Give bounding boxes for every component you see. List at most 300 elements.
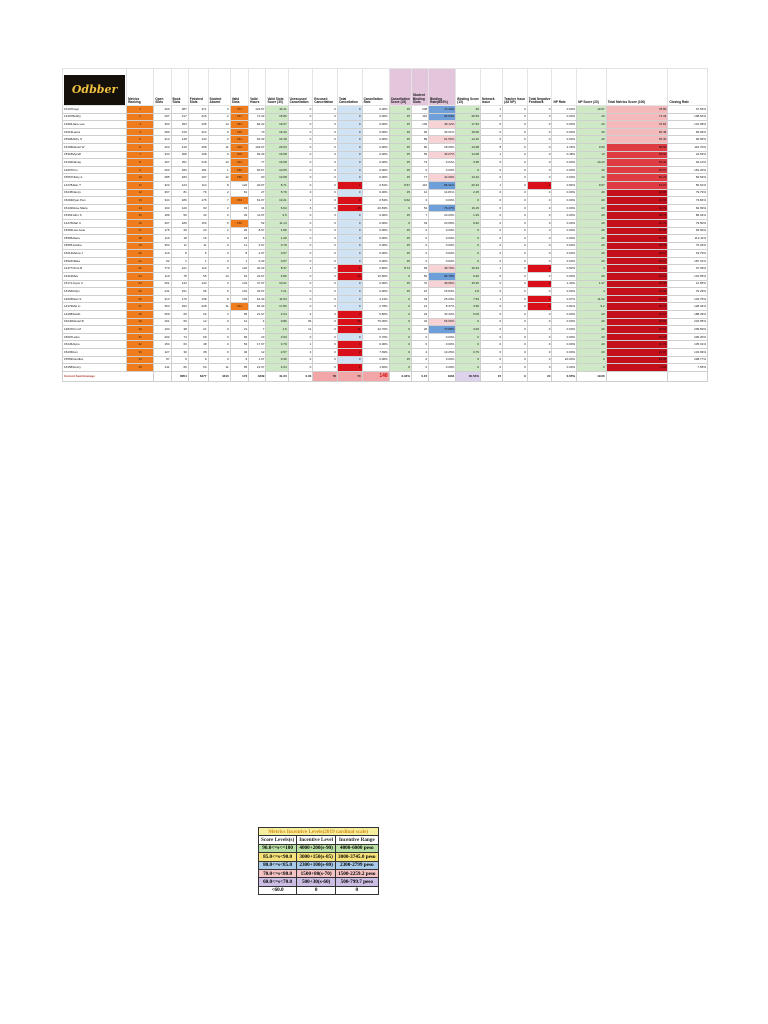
table-cell: 11.14: [266, 219, 288, 227]
table-cell: 0: [313, 113, 338, 121]
table-cell: 167: [188, 174, 208, 182]
table-cell: 21.67: [249, 364, 266, 372]
table-cell: 0.00%: [552, 318, 577, 326]
table-cell: 0: [313, 106, 338, 114]
table-cell: 6.76%: [362, 333, 389, 341]
table-cell: 76.47%: [429, 204, 456, 212]
table-cell: 1: [480, 151, 502, 159]
table-cell: 0: [527, 151, 552, 159]
table-cell: 0.00%: [362, 219, 389, 227]
table-cell: 50.57: [606, 166, 668, 174]
table-cell: 86.31%: [429, 181, 456, 189]
table-cell: 120: [171, 204, 188, 212]
table-cell: 34: [411, 318, 428, 326]
table-cell: 6.03: [456, 311, 481, 319]
table-cell: 0: [480, 212, 502, 220]
table-cell: 2: [208, 189, 230, 197]
table-row: [63, 318, 708, 326]
table-cell: 36.61%: [429, 128, 456, 136]
table-cell: 76.29%: [668, 288, 708, 296]
table-cell: 0.00%: [362, 356, 389, 364]
table-cell: 6.62: [456, 219, 481, 227]
table-cell: 0: [337, 151, 362, 159]
summary-row: [63, 371, 708, 381]
table-cell: 0: [480, 159, 502, 167]
table-cell: 66.66%: [429, 318, 456, 326]
table-cell: 0.54%: [362, 197, 389, 205]
table-cell: 69: [230, 333, 248, 341]
table-cell: 0.00%: [552, 128, 577, 136]
table-cell: 3.66: [456, 303, 481, 311]
table-cell: 0.00%: [429, 364, 456, 372]
table-cell: 0: [337, 143, 362, 151]
table-cell: 18.09%: [429, 143, 456, 151]
teacher-name: 15393Lisa Jane: [63, 227, 127, 235]
table-cell: 32: [127, 341, 154, 349]
table-cell: 0: [313, 219, 338, 227]
table-cell: 121: [171, 265, 188, 273]
table-cell: 15: [389, 113, 411, 121]
table-cell: 93.60%: [668, 227, 708, 235]
teacher-name: 15419Max: [63, 273, 127, 281]
table-cell: 0: [389, 219, 411, 227]
summary-cell: 19.60: [577, 371, 607, 381]
table-cell: 79.50%: [668, 219, 708, 227]
table-cell: 0.82%: [552, 265, 577, 273]
table-cell: 208: [171, 151, 188, 159]
table-cell: 1: [288, 197, 313, 205]
table-cell: 423: [154, 143, 171, 151]
table-cell: 0.57: [266, 250, 288, 258]
table-cell: 1: [527, 181, 552, 189]
column-header: Binding Score (15): [456, 69, 481, 106]
table-cell: 2.5: [266, 212, 288, 220]
table-cell: 61.56%: [429, 136, 456, 144]
table-cell: 20: [577, 113, 607, 121]
table-cell: 3: [127, 121, 154, 129]
table-cell: 0.00%: [362, 151, 389, 159]
table-cell: 323: [154, 181, 171, 189]
table-cell: 0.00%: [552, 288, 577, 296]
table-cell: 40: [230, 349, 248, 357]
table-cell: 8.74: [389, 265, 411, 273]
table-cell: 23: [249, 333, 266, 341]
table-cell: 0: [288, 356, 313, 364]
legend-cell: 70.0<=s<80.0: [259, 869, 297, 877]
column-header: Cancellation Rate: [362, 69, 389, 106]
legend-cell: 60.0<=s<70.0: [259, 878, 297, 886]
table-cell: 60: [171, 318, 188, 326]
table-cell: 20: [577, 349, 607, 357]
table-cell: 15: [389, 257, 411, 265]
summary-cell: 148: [362, 371, 389, 381]
teacher-name: 15452John S: [63, 212, 127, 220]
table-cell: 0: [503, 349, 528, 357]
table-cell: 11: [208, 364, 230, 372]
table-row: [63, 333, 708, 341]
table-cell: 7: [208, 197, 230, 205]
teacher-name: 15171Joyce C: [63, 280, 127, 288]
table-cell: 16: [127, 219, 154, 227]
table-cell: 0: [337, 257, 362, 265]
table-cell: 6: [288, 204, 313, 212]
table-cell: 0: [503, 151, 528, 159]
table-row: [63, 106, 708, 114]
table-cell: 0.00%: [552, 174, 577, 182]
table-cell: 0: [208, 212, 230, 220]
table-cell: 0: [527, 288, 552, 296]
table-cell: 0: [480, 341, 502, 349]
table-cell: 0: [480, 250, 502, 258]
table-cell: 11: [208, 143, 230, 151]
table-cell: 20: [577, 250, 607, 258]
table-cell: 8.37%: [429, 303, 456, 311]
table-cell: 1: [188, 257, 208, 265]
table-cell: 73: [411, 159, 428, 167]
table-cell: 21: [411, 303, 428, 311]
table-cell: 16.18: [266, 136, 288, 144]
table-cell: 56.30: [606, 159, 668, 167]
table-cell: 0: [503, 326, 528, 334]
table-cell: 6: [127, 143, 154, 151]
table-cell: 0: [288, 250, 313, 258]
table-cell: 0: [337, 303, 362, 311]
legend-cell: 4000+200(s-90): [297, 844, 336, 852]
table-cell: 0: [503, 333, 528, 341]
metrics-table: [62, 68, 708, 382]
table-cell: 1: [480, 265, 502, 273]
table-cell: 122: [230, 181, 248, 189]
table-cell: 14.81%: [429, 189, 456, 197]
table-cell: 0: [456, 356, 481, 364]
table-cell: 0: [503, 356, 528, 364]
table-cell: 96: [188, 288, 208, 296]
table-cell: 87: [154, 356, 171, 364]
table-cell: 69: [171, 311, 188, 319]
table-cell: 0: [313, 151, 338, 159]
table-cell: 7.53: [456, 295, 481, 303]
column-header: NP Score (20): [577, 69, 607, 106]
table-cell: 138: [188, 295, 208, 303]
table-cell: 0: [503, 197, 528, 205]
table-cell: 102: [411, 121, 428, 129]
table-cell: 2.15: [456, 189, 481, 197]
table-cell: 419: [230, 143, 248, 151]
table-cell: 10: [127, 174, 154, 182]
table-cell: 153: [230, 197, 248, 205]
table-cell: 0.00%: [429, 356, 456, 364]
table-cell: 0: [480, 242, 502, 250]
table-cell: 0: [480, 121, 502, 129]
table-cell: 4.93: [266, 333, 288, 341]
table-cell: 0: [411, 197, 428, 205]
table-cell: 0: [456, 197, 481, 205]
table-cell: 16.15: [456, 204, 481, 212]
table-cell: 116.70%: [668, 143, 708, 151]
table-cell: 0: [480, 288, 502, 296]
table-cell: 65: [230, 364, 248, 372]
table-cell: 154: [154, 341, 171, 349]
table-cell: 253: [171, 121, 188, 129]
table-cell: 0: [527, 257, 552, 265]
legend-cell: 2300-2799 peso: [336, 861, 378, 869]
table-cell: 0: [480, 174, 502, 182]
table-cell: 0: [503, 288, 528, 296]
table-cell: 73.88%: [429, 326, 456, 334]
column-header: Binding Rate(B03%): [429, 69, 456, 106]
table-cell: 0: [503, 311, 528, 319]
table-cell: 0: [288, 106, 313, 114]
legend-cell: 500-799.7 peso: [336, 878, 378, 886]
table-cell: 77: [249, 159, 266, 167]
table-cell: 69: [411, 265, 428, 273]
table-cell: 101.08%: [668, 121, 708, 129]
table-cell: 0: [208, 250, 230, 258]
teacher-name: 14479Mei Li: [63, 303, 127, 311]
table-cell: 0: [313, 318, 338, 326]
table-cell: 76.03%: [668, 242, 708, 250]
table-cell: 65.30: [606, 136, 668, 144]
table-cell: 46.07%: [429, 151, 456, 159]
summary-cell: 4339: [249, 371, 266, 381]
table-cell: 29: [171, 227, 188, 235]
table-cell: 31.09: [606, 288, 668, 296]
summary-cell: 78: [313, 371, 338, 381]
table-cell: 0: [288, 280, 313, 288]
table-cell: 0: [337, 219, 362, 227]
table-cell: 33: [411, 219, 428, 227]
table-cell: 0.00%: [362, 257, 389, 265]
table-cell: 176: [188, 197, 208, 205]
table-cell: 0: [503, 303, 528, 311]
table-cell: 15.86: [266, 113, 288, 121]
table-cell: 0: [337, 288, 362, 296]
table-cell: 15: [389, 288, 411, 296]
teacher-name: 14626Dian S: [63, 295, 127, 303]
table-cell: 219: [230, 128, 248, 136]
table-cell: 0: [527, 242, 552, 250]
legend-title: Metrics Incentive Levels(2019 cardinal scale): [259, 828, 379, 836]
table-row: [63, 280, 708, 288]
table-cell: 43: [411, 295, 428, 303]
table-cell: 0: [527, 113, 552, 121]
table-cell: 206.20%: [668, 333, 708, 341]
table-cell: 0: [208, 257, 230, 265]
teacher-name: 14298Sarah: [63, 311, 127, 319]
table-cell: 13.21: [266, 197, 288, 205]
table-cell: 15: [389, 227, 411, 235]
table-cell: 0.00%: [362, 288, 389, 296]
table-cell: 0: [527, 227, 552, 235]
table-cell: 3.38: [456, 159, 481, 167]
table-cell: 21: [230, 326, 248, 334]
table-cell: 24.93: [606, 333, 668, 341]
table-cell: 259: [154, 311, 171, 319]
table-cell: 9: [171, 356, 188, 364]
table-cell: 367: [154, 189, 171, 197]
table-cell: 16: [411, 288, 428, 296]
table-cell: 0: [527, 204, 552, 212]
legend-cell: 0: [336, 886, 378, 894]
table-cell: 92.10%: [668, 159, 708, 167]
table-cell: 8: [230, 250, 248, 258]
table-cell: 0: [503, 121, 528, 129]
table-cell: 217: [230, 113, 248, 121]
table-cell: 0: [411, 242, 428, 250]
summary-cell: 70: [337, 371, 362, 381]
table-cell: 60: [411, 143, 428, 151]
table-cell: 363: [154, 303, 171, 311]
table-cell: 0: [527, 166, 552, 174]
table-row: [63, 273, 708, 281]
table-cell: 93: [230, 204, 248, 212]
table-cell: 13.43: [456, 174, 481, 182]
table-cell: 14.16: [456, 136, 481, 144]
table-cell: 232.55%: [668, 318, 708, 326]
summary-cell: 3.42%: [389, 371, 411, 381]
table-cell: 0.00%: [552, 273, 577, 281]
table-cell: 71.33: [606, 113, 668, 121]
table-cell: 20: [577, 121, 607, 129]
table-cell: 10: [337, 273, 362, 281]
table-cell: 0.33: [249, 257, 266, 265]
table-cell: 110: [411, 181, 428, 189]
table-cell: 0: [480, 303, 502, 311]
table-cell: 0.79: [266, 242, 288, 250]
table-cell: 0.00%: [429, 197, 456, 205]
table-cell: 0.00%: [552, 189, 577, 197]
table-row: [63, 212, 708, 220]
table-row: [63, 326, 708, 334]
table-cell: 18: [171, 235, 188, 243]
column-header: Cancellation Score (15): [389, 69, 411, 106]
table-cell: 64: [188, 364, 208, 372]
table-cell: 11: [127, 181, 154, 189]
table-cell: 26: [411, 326, 428, 334]
table-cell: 1.23: [456, 212, 481, 220]
table-cell: 0.00%: [362, 235, 389, 243]
table-cell: 14.23: [577, 159, 607, 167]
table-cell: 0.67%: [552, 295, 577, 303]
table-cell: 13: [127, 197, 154, 205]
table-cell: 0: [208, 341, 230, 349]
table-cell: 0: [288, 151, 313, 159]
table-cell: 0: [411, 257, 428, 265]
summary-cell: 41.23: [266, 371, 288, 381]
table-cell: 19: [127, 242, 154, 250]
table-cell: 20: [577, 136, 607, 144]
table-cell: 24: [127, 280, 154, 288]
table-row: [63, 151, 708, 159]
table-cell: 0.00%: [429, 341, 456, 349]
table-cell: 0: [527, 121, 552, 129]
teacher-name: 15219Laura: [63, 128, 127, 136]
table-cell: 86.04%: [668, 212, 708, 220]
table-row: [63, 295, 708, 303]
table-cell: 0: [288, 257, 313, 265]
table-cell: 0: [503, 128, 528, 136]
table-cell: 97.53%: [668, 106, 708, 114]
table-cell: 0: [480, 273, 502, 281]
summary-cell: 24: [527, 371, 552, 381]
table-cell: 0: [313, 303, 338, 311]
table-cell: 3: [208, 311, 230, 319]
table-cell: 103: [230, 295, 248, 303]
table-cell: 313: [154, 295, 171, 303]
table-cell: 16.68: [266, 151, 288, 159]
summary-cell: 0.05%: [552, 371, 577, 381]
table-cell: 48.70%: [429, 265, 456, 273]
table-cell: 0: [337, 235, 362, 243]
table-cell: 38: [188, 349, 208, 357]
table-cell: 0: [456, 227, 481, 235]
table-cell: 1: [527, 303, 552, 311]
table-cell: 0: [337, 356, 362, 364]
table-cell: 2: [337, 311, 362, 319]
table-cell: 4.64: [266, 364, 288, 372]
teacher-name: 15245Nancy: [63, 189, 127, 197]
table-cell: 14.08: [456, 143, 481, 151]
table-cell: 0: [503, 136, 528, 144]
table-cell: 0: [313, 333, 338, 341]
table-cell: 0: [389, 333, 411, 341]
table-cell: 1: [208, 166, 230, 174]
table-cell: 0: [337, 280, 362, 288]
table-cell: 17.86: [266, 303, 288, 311]
teacher-name: 10107Faye: [63, 106, 127, 114]
table-cell: 5: [208, 219, 230, 227]
table-cell: 0.48%: [552, 151, 577, 159]
table-cell: 37.63: [606, 265, 668, 273]
legend-header-row: [259, 836, 379, 844]
table-cell: 10.50%: [362, 273, 389, 281]
table-cell: 50: [171, 212, 188, 220]
table-cell: 73: [249, 128, 266, 136]
table-cell: 0: [480, 189, 502, 197]
table-cell: 0: [503, 174, 528, 182]
table-cell: 0: [208, 326, 230, 334]
table-cell: 0: [503, 242, 528, 250]
table-cell: 344: [154, 197, 171, 205]
table-cell: 0: [288, 333, 313, 341]
table-cell: 0.00%: [429, 257, 456, 265]
legend-cell: 85.0<=s<90.0: [259, 853, 297, 861]
table-cell: 198: [188, 151, 208, 159]
table-cell: 65: [411, 151, 428, 159]
table-cell: 2.15%: [552, 143, 577, 151]
legend-header: Score Levels(s): [259, 836, 297, 844]
table-cell: 2: [208, 113, 230, 121]
table-cell: 0: [313, 257, 338, 265]
table-cell: 5.80%: [362, 311, 389, 319]
table-cell: 0.00%: [362, 174, 389, 182]
table-cell: 20: [577, 326, 607, 334]
table-cell: 69.33: [249, 151, 266, 159]
table-cell: 0.00%: [362, 121, 389, 129]
legend-cell: 0: [297, 886, 336, 894]
table-cell: 215: [188, 113, 208, 121]
table-cell: 83.99%: [668, 128, 708, 136]
teacher-name: 15595Alane: [63, 235, 127, 243]
table-cell: 8.71: [266, 181, 288, 189]
table-cell: 0: [313, 341, 338, 349]
table-cell: 0: [337, 189, 362, 197]
table-cell: 2.57: [266, 349, 288, 357]
teacher-name: 15294Ryan Pan: [63, 197, 127, 205]
table-cell: 0: [337, 250, 362, 258]
table-cell: 78: [171, 273, 188, 281]
table-cell: 1: [127, 106, 154, 114]
